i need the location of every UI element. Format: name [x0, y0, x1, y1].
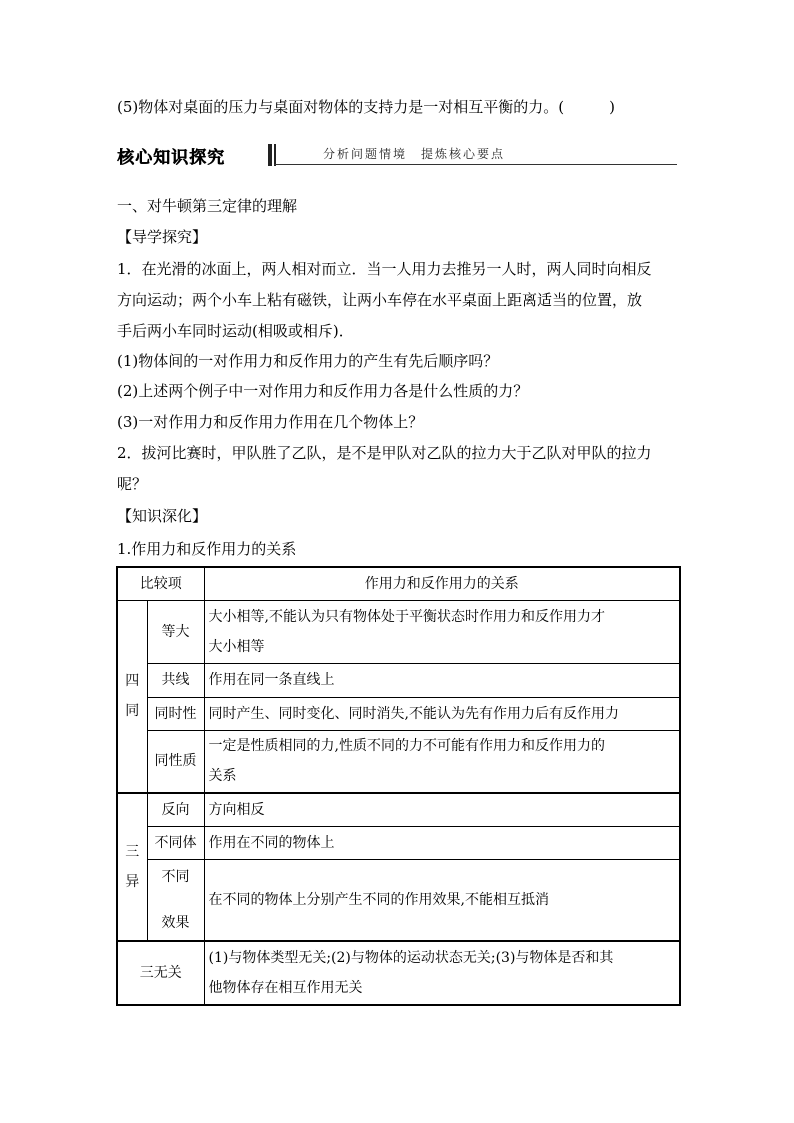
- paragraph-2-line-1: 2．拔河比赛时，甲队胜了乙队，是不是甲队对乙队的拉力大于乙队对甲队的拉力: [117, 444, 652, 462]
- row-text: 同时产生、同时变化、同时消失,不能认为先有作用力后有反作用力: [204, 697, 680, 730]
- row-label: 三无关: [117, 941, 204, 1005]
- table-row: [117, 793, 680, 826]
- row-text: 作用在不同的物体上: [204, 826, 680, 859]
- table-row: [117, 730, 680, 793]
- row-text-line: 大小相等: [208, 638, 265, 655]
- row-label: 同性质: [147, 730, 204, 793]
- section-banner: [117, 143, 677, 167]
- row-label-line: 不同: [161, 868, 190, 885]
- row-label: 不同体: [147, 826, 204, 859]
- row-text: 方向相反: [204, 793, 680, 826]
- row-text: [204, 941, 680, 1005]
- table-header-row: [117, 567, 680, 600]
- table-title: 1.作用力和反作用力的关系: [117, 540, 297, 558]
- deepen-label: 【知识深化】: [117, 507, 208, 525]
- row-label: [147, 859, 204, 941]
- table-row: [117, 600, 680, 663]
- paragraph-2-line-2: 呢？: [117, 475, 148, 493]
- table-row: [117, 697, 680, 730]
- table-row: [117, 941, 680, 1005]
- row-text-line: 关系: [208, 768, 237, 785]
- paragraph-1-line-1: 1．在光滑的冰面上，两人相对而立．当一人用力去推另一人时，两人同时向相反: [117, 260, 652, 278]
- header-compare: 比较项: [117, 567, 204, 600]
- banner-bar-thin: [274, 144, 276, 166]
- group-char: 同: [125, 703, 140, 720]
- row-text: 在不同的物体上分别产生不同的作用效果,不能相互抵消: [204, 859, 680, 941]
- question-5: (5)物体对桌面的压力与桌面对物体的支持力是一对相互平衡的力。( ): [117, 98, 615, 116]
- group-si-tong: [117, 600, 147, 793]
- row-label: 同时性: [147, 697, 204, 730]
- row-text-line: 他物体存在相互作用无关: [208, 980, 363, 996]
- row-label: 共线: [147, 663, 204, 697]
- group-char: 四: [125, 673, 140, 690]
- table-row: [117, 826, 680, 859]
- group-char: 异: [125, 874, 140, 890]
- paragraph-1-line-3: 手后两小车同时运动(相吸或相斥)．: [117, 322, 354, 340]
- banner-title: 核心知识探究: [117, 148, 225, 168]
- question-3: (3)一对作用力和反作用力作用在几个物体上？: [117, 413, 424, 431]
- group-san-yi: [117, 793, 147, 941]
- question-1: (1)物体间的一对作用力和反作用力的产生有先后顺序吗？: [117, 352, 499, 370]
- group-char: 三: [125, 844, 140, 860]
- row-text: [204, 600, 680, 663]
- table-row: [117, 663, 680, 697]
- row-text: 作用在同一条直线上: [204, 663, 680, 697]
- guide-label: 【导学探究】: [117, 228, 208, 246]
- banner-bar: [268, 144, 272, 166]
- header-relation: 作用力和反作用力的关系: [204, 567, 680, 600]
- relation-table: [116, 566, 681, 1006]
- row-label-line: 效果: [161, 914, 190, 931]
- banner-subtitle: 分析问题情境 提炼核心要点: [323, 147, 506, 161]
- row-text-line: 大小相等,不能认为只有物体处于平衡状态时作用力和反作用力才: [208, 608, 605, 625]
- question-2: (2)上述两个例子中一对作用力和反作用力各是什么性质的力？: [117, 382, 529, 400]
- table-row: [117, 859, 680, 941]
- row-text-line: 一定是性质相同的力,性质不同的力不可能有作用力和反作用力的: [208, 738, 605, 755]
- row-text: [204, 730, 680, 793]
- row-label: 等大: [147, 600, 204, 663]
- section-heading: 一、对牛顿第三定律的理解: [117, 197, 298, 215]
- banner-rule: [274, 164, 677, 165]
- paragraph-1-line-2: 方向运动；两个小车上粘有磁铁，让两小车停在水平桌面上距离适当的位置，放: [117, 291, 643, 309]
- row-text-line: (1)与物体类型无关;(2)与物体的运动状态无关;(3)与物体是否和其: [208, 950, 614, 966]
- row-label: 反向: [147, 793, 204, 826]
